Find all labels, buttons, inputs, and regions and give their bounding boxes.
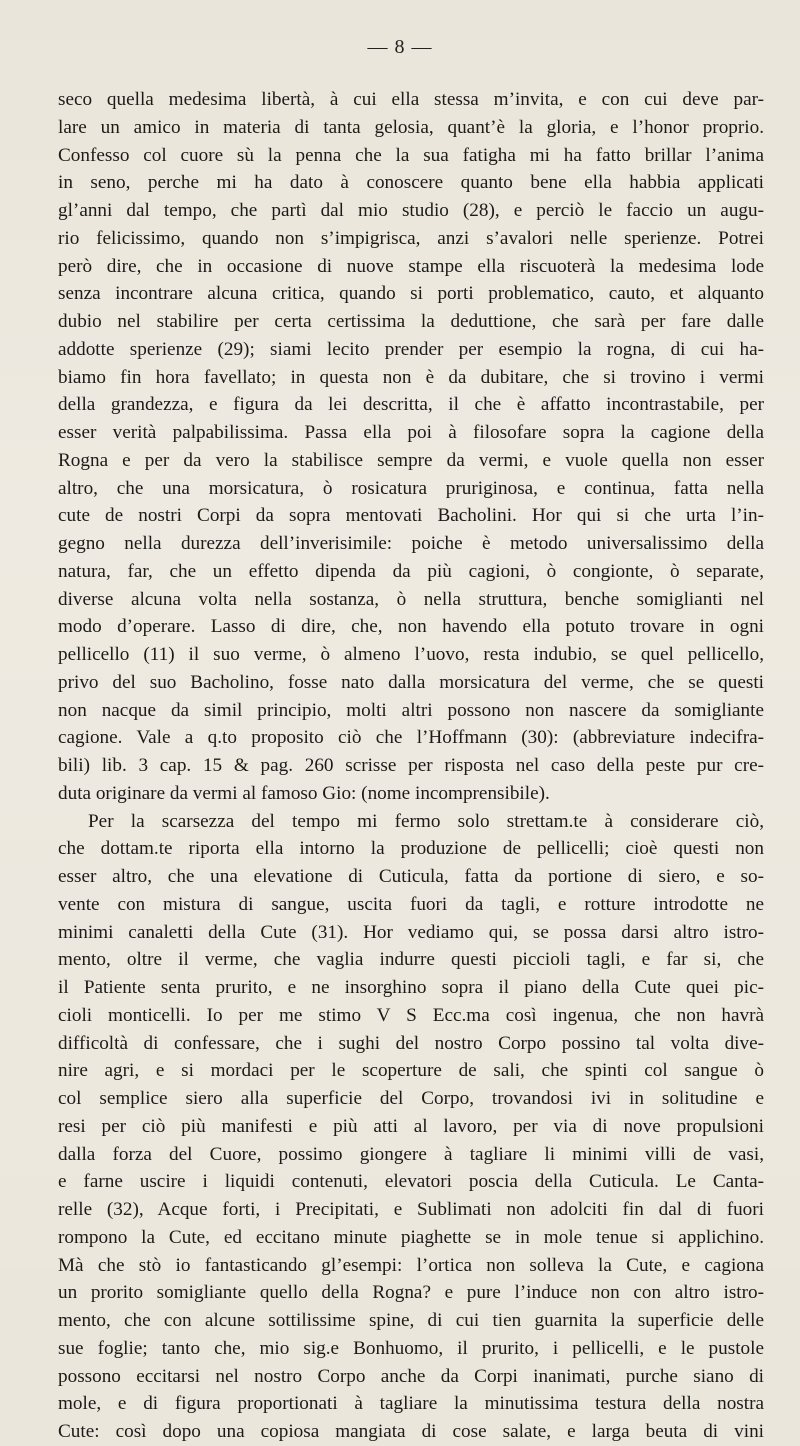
- text-line: lare un amico in materia di tanta gelosia, quant’è la gloria, e l’honor proprio.: [58, 116, 764, 138]
- text-line: gegno nella durezza dell’inverisimile: poiche è metodo universalissimo della: [58, 533, 764, 554]
- text-line: natura, far, che un effetto dipenda da più cagioni, ò congionte, ò separate,: [58, 560, 764, 582]
- text-line: dalla forza del Cuore, possimo giongere à tagliare li minimi villi de vasi,: [58, 1143, 764, 1165]
- text-line: seco quella medesima libertà, à cui ella stessa m’invita, e con cui deve par-: [58, 89, 764, 110]
- text-line: cioli monticelli. Io per me stimo V S Ecc.ma così ingenua, che non havrà: [58, 1004, 764, 1026]
- text-line: Per la scarsezza del tempo mi fermo solo strettam.te à considerare ciò,: [88, 810, 764, 832]
- text-line: altro, che una morsicatura, ò rosicatura pruriginosa, e continua, fatta nella: [58, 477, 764, 499]
- text-line: cagione. Vale a q.to proposito ciò che l’Hoffmann (30): (abbreviature indecifra-: [58, 727, 764, 749]
- text-line: bili) lib. 3 cap. 15 & pag. 260 scrisse per risposta nel caso della peste pur cre-: [58, 755, 764, 776]
- text-line: esser verità palpabilissima. Passa ella poi à filosofare sopra la cagione della: [58, 422, 764, 443]
- text-line: addotte sperienze (29); siami lecito prender per esempio la rogna, di cui ha-: [58, 338, 764, 360]
- text-line: Cute: così dopo una copiosa mangiata di cose salate, e larga beuta di vini: [58, 1421, 764, 1442]
- text-line: e farne uscire i liquidi contenuti, elevatori poscia della Cuticula. Le Canta-: [58, 1171, 764, 1193]
- text-line: Rogna e per da vero la stabilisce sempre da vermi, e vuole quella non esser: [58, 449, 764, 471]
- text-line: duta originare da vermi al famoso Gio: (nome incomprensibile).: [58, 782, 550, 804]
- text-line: il Patiente senta prurito, e ne insorghino sopra il piano della Cute quei pic-: [58, 977, 764, 998]
- text-line: che dottam.te riporta ella intorno la produzione de pellicelli; cioè questi non: [58, 838, 764, 860]
- text-line: esser altro, che una elevatione di Cuticula, fatta da portione di siero, e so-: [58, 866, 764, 887]
- text-line: però dire, che in occasione di nuove stampe ella riscuoterà la medesima lode: [58, 255, 764, 277]
- page-number: — 8 —: [367, 36, 433, 58]
- text-line: privo del suo Bacholino, fosse nato dalla morsicatura del verme, che se questi: [58, 671, 764, 693]
- text-line: della grandezza, e figura da lei descritta, il che è affatto incontrastabile, per: [58, 394, 764, 416]
- text-line: modo d’operare. Lasso di dire, che, non havendo ella potuto trovare in ogni: [58, 616, 764, 638]
- text-line: difficoltà di confessare, che i sughi del nostro Corpo possino tal volta dive-: [58, 1032, 764, 1054]
- text-line: Mà che stò io fantasticando gl’esempi: l’ortica non solleva la Cute, e cagiona: [58, 1254, 764, 1276]
- text-line: sue foglie; tanto che, mio sig.e Bonhuomo, il prurito, i pellicelli, e le pustole: [58, 1337, 764, 1359]
- text-line: non nacque da simil principio, molti altri possono non nascere da somigliante: [58, 699, 764, 721]
- text-line: resi per ciò più manifesti e più atti al lavoro, per via di nove propulsioni: [58, 1115, 764, 1137]
- text-line: Confesso col cuore sù la penna che la sua fatigha mi ha fatto brillar l’anima: [58, 144, 764, 166]
- text-line: biamo fin hora favellato; in questa non è da dubitare, che si trovino i vermi: [58, 366, 764, 388]
- text-line: mento, oltre il verme, che vaglia indurre questi piccioli tagli, e far si, che: [58, 949, 764, 971]
- text-line: minimi canaletti della Cute (31). Hor vediamo qui, se possa darsi altro istro-: [58, 921, 764, 943]
- body-text: [58, 86, 764, 1446]
- text-line: dubio nel stabilire per certa certissima la deduttione, che sarà per fare dalle: [58, 311, 764, 332]
- text-line: vente con mistura di sangue, uscita fuori da tagli, e rotture introdotte ne: [58, 893, 764, 915]
- text-line: un prorito somigliante quello della Rogna? e pure l’induce non con altro istro-: [58, 1282, 764, 1304]
- text-line: nire agri, e si mordaci per le scoperture de sali, che spinti col sangue ò: [58, 1060, 764, 1082]
- text-line: rompono la Cute, ed eccitano minute piaghette se in mole tenue si applichino.: [58, 1226, 764, 1248]
- text-line: cute de nostri Corpi da sopra mentovati Bacholini. Hor qui si che urta l’in-: [58, 505, 764, 527]
- text-line: mole, e di figura proportionati à tagliare la minutissima testura della nostra: [58, 1393, 764, 1415]
- text-line: mento, che con alcune sottilissime spine, di cui tien guarnita la superficie delle: [58, 1310, 764, 1331]
- text-line: diverse alcuna volta nella sostanza, ò nella struttura, benche somiglianti nel: [58, 588, 764, 610]
- text-line: in seno, perche mi ha dato à conoscere quanto bene ella habbia applicati: [58, 172, 764, 194]
- text-line: col semplice siero alla superficie del Corpo, trovandosi ivi in solitudine e: [58, 1088, 764, 1109]
- text-line: relle (32), Acque forti, i Precipitati, e Sublimati non adolciti fin dal di fuori: [58, 1199, 764, 1220]
- text-line: pellicello (11) il suo verme, ò almeno l’uovo, resta indubio, se quel pellicello,: [58, 644, 764, 665]
- text-line: gl’anni dal tempo, che partì dal mio studio (28), e perciò le faccio un augu-: [58, 200, 764, 221]
- text-line: possono eccitarsi nel nostro Corpo anche da Corpi inanimati, purche siano di: [58, 1365, 764, 1387]
- text-line: senza incontrare alcuna critica, quando si porti problematico, cauto, et alquanto: [58, 283, 764, 305]
- text-line: rio felicissimo, quando non s’impigrisca, anzi s’avalori nelle sperienze. Potrei: [58, 227, 764, 249]
